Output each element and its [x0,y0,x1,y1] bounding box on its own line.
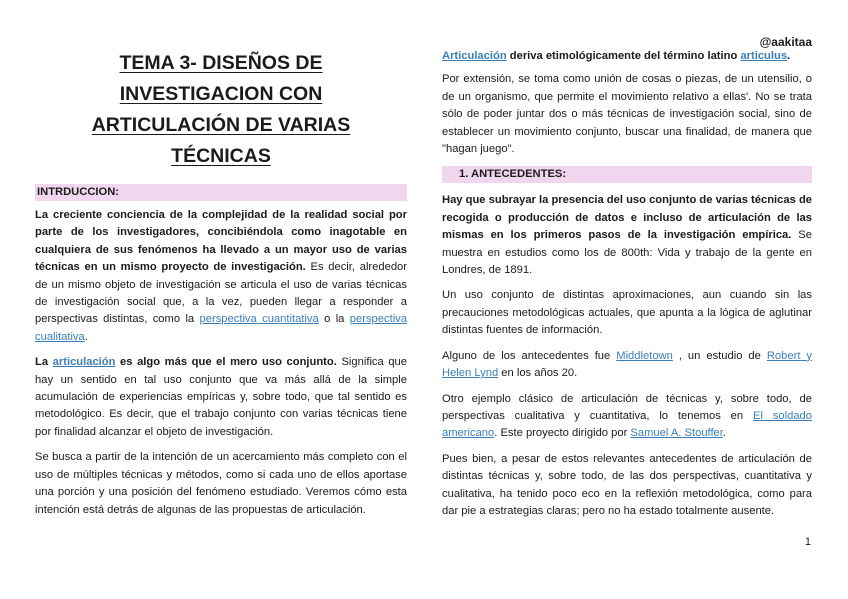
acercamiento-paragraph: Se busca a partir de la intención de un acercamiento más completo con el uso de múltiples técnicas y métodos, como si cada uno de ellos aportase una porción y una posición del fenómeno estudiado. Veremos cómo esta intención está detrás de algunas de las propuestas de articulación. [35,451,407,516]
link-perspectiva-cuantitativa[interactable]: perspectiva cuantitativa [199,313,319,326]
link-articulus[interactable]: articulus [740,50,788,62]
bold-text: Hay que subrayar la presencia del uso conjunto de varias técnicas de recogida o producción de datos e incluso de articulación de las mismas en los primeros pasos de la investigación empírica. [442,194,812,242]
title-line: ARTICULACIÓN DE VARIAS [91,114,351,136]
link-el-soldado-americano[interactable]: El soldado americano [442,409,812,440]
left-column [35,48,407,527]
bold-text: . [787,50,791,62]
title-line: INVESTIGACION CON [119,83,323,105]
uso-conjunto-paragraph: Un uso conjunto de distintas aproximaciones, aun cuando sin las precauciones metodológicas actuales, que apunta a la lógica de aglutinar distintas fuentes de información. [442,289,812,337]
section-heading-antecedentes: 1. ANTECEDENTES: [442,166,812,183]
body-text: , un estudio de [672,349,767,362]
title-line: TEMA 3- DISEÑOS DE [119,52,323,74]
link-robert-helen-lynd[interactable]: Robert y Helen Lynd [442,349,813,380]
body-text: o la [318,313,350,326]
body-text: Es decir, alrededor de un mismo objeto de investigación se articula el uso de varias técnicas de investigación social que, a la vez, pueden llegar a responder a perspectivas distintas, como la [35,261,407,326]
extension-paragraph: Por extensión, se toma como unión de cosas o piezas, de un utensilio, o de un organismo, que permite el movimiento relativo a ellas'. No se trata sólo de poder juntar dos o más técnicas de investigación social, sino de establecer un movimiento conjunto, buscar una finalidad, de manera que "hagan juego". [442,73,812,156]
author-handle: @aakitaa [759,35,812,49]
body-text: Significa que hay un sentido en tal uso conjunto que va más allá de la simple acumulación de experiencias empíricas y, sobre todo, que tal sentido es metodológico. Es decir, que el trabajo conjunto con varias técnicas tiene por finalidad alcanzar el objeto de investigación. [35,356,408,438]
body-text: Se muestra en estudios como los de 800th: Vida y trabajo de la gente en Londres, de 1891. [442,229,812,277]
link-perspectiva-cualitativa[interactable]: perspectiva cualitativa [35,313,407,343]
body-text: . [722,427,726,440]
articulacion-paragraph [35,354,407,441]
page-title [35,48,407,172]
body-text: Otro ejemplo clásico de articulación de técnicas y, sobre todo, de perspectivas cualitativa y cuantitativa, lo tenemos en [442,392,812,422]
bold-text: deriva etimológicamente del término latino [506,50,741,62]
body-text: . [84,330,88,343]
link-articulacion-etimologia[interactable]: Articulación [442,50,507,62]
link-middletown[interactable]: Middletown [616,349,673,362]
title-line: TÉCNICAS [171,145,271,167]
intro-paragraph [35,207,407,346]
conclusion-paragraph: Pues bien, a pesar de estos relevantes antecedentes de articulación de distintas técnicas y, sobre todo, de las dos perspectivas, cuantitativa y cualitativa, ha tenido poco eco en la reflexión metodológica, como para dar pie a estrategias claras; pero no ha estado totalmente ausente. [442,452,812,517]
soldado-americano-paragraph [442,391,812,443]
section-heading-introduccion: INTRDUCCION: [35,184,407,201]
bold-text: es algo más que el mero uso conjunto. [115,356,337,369]
subrayar-paragraph [442,192,812,279]
body-text: . Este proyecto dirigido por [494,427,631,440]
right-column [442,48,812,528]
body-text: en los años 20. [498,367,578,380]
middletown-paragraph [442,348,812,383]
bold-text: La creciente conciencia de la complejidad de la realidad social por parte de los investigadores, concibiéndola como inagotable en cualquiera de sus fenómenos ha llevado a un mayor uso de varias técnicas en un mismo proyecto de investigación. [35,209,407,274]
page-number: 1 [804,536,811,548]
bold-text: La [35,356,53,369]
etimologia-paragraph [442,48,812,65]
link-samuel-stouffer[interactable]: Samuel A. Stouffer [630,427,723,440]
link-articulacion[interactable]: articulación [52,356,116,369]
body-text: Alguno de los antecedentes fue [442,349,617,362]
